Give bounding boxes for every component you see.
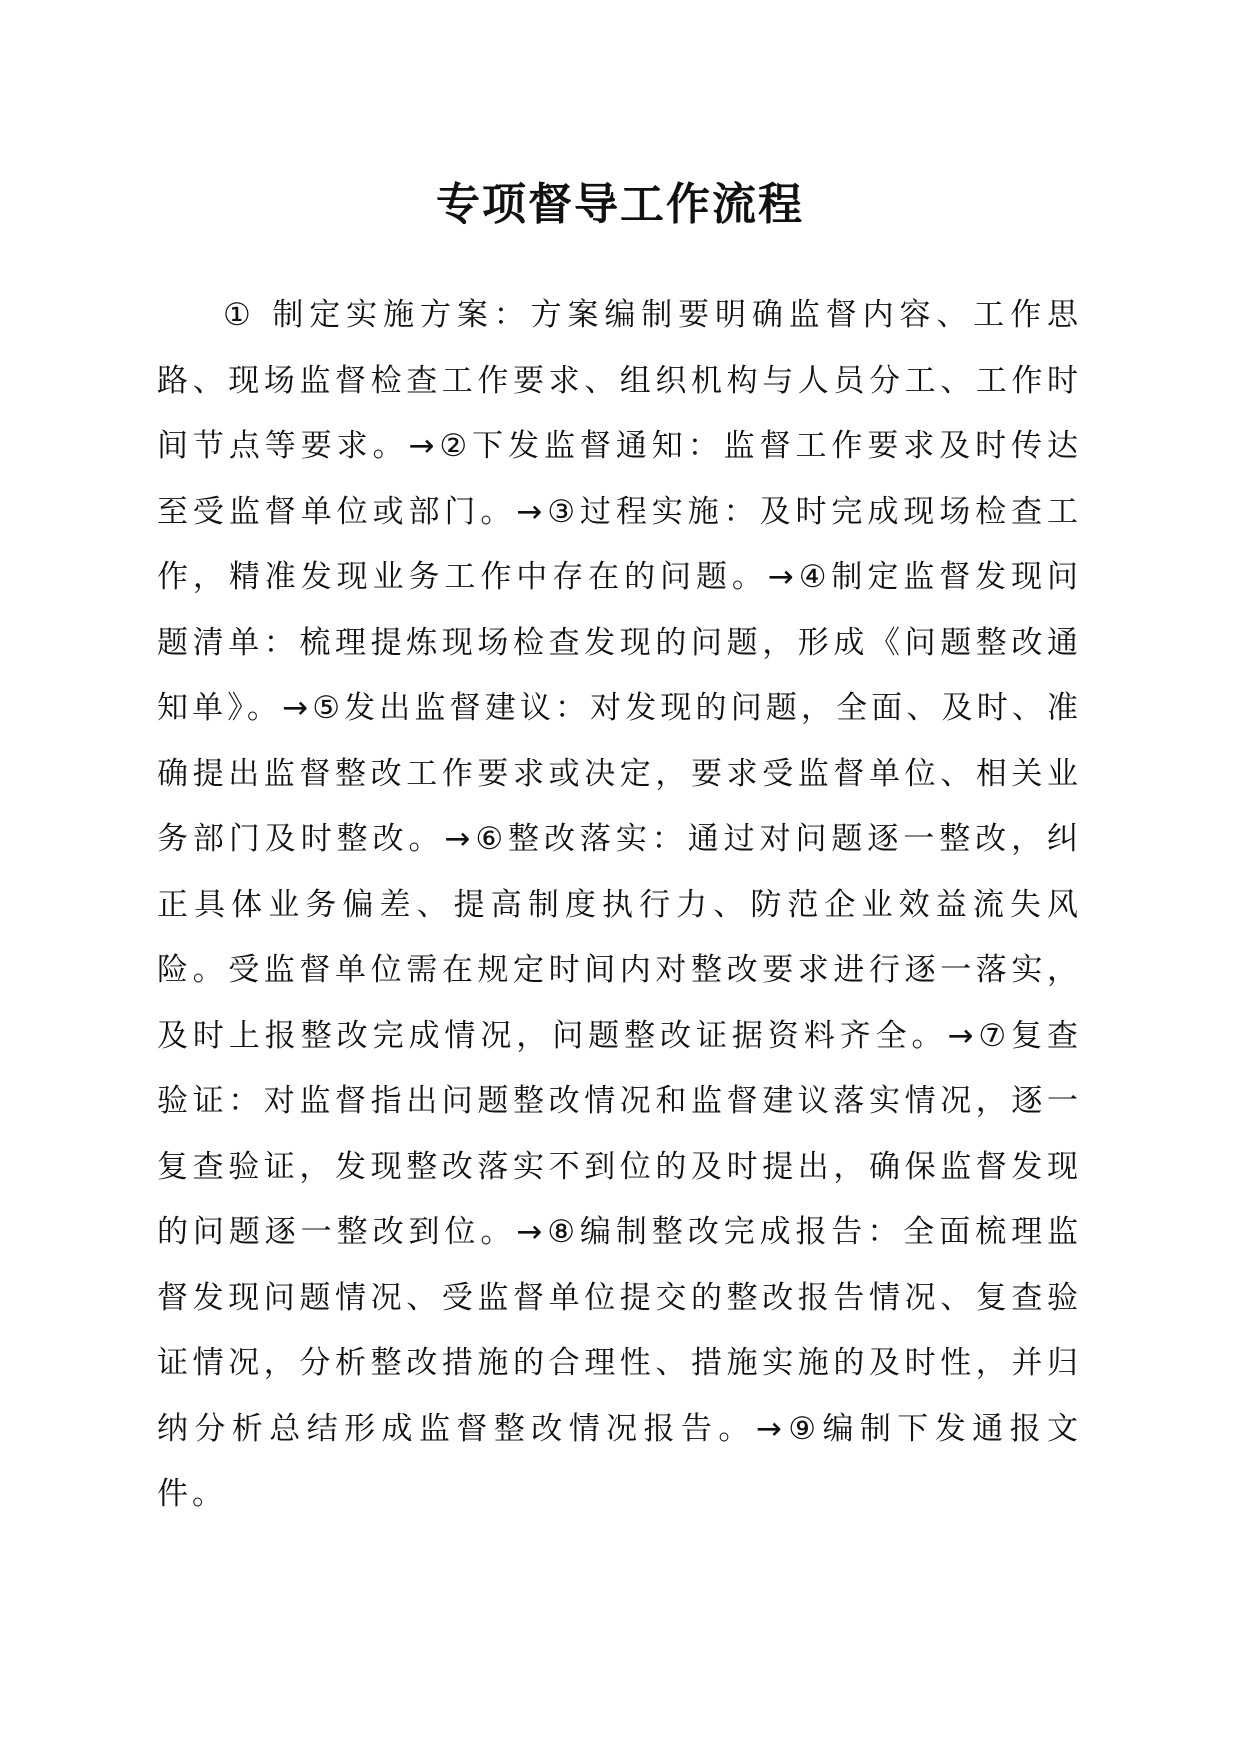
process-paragraph: ① 制定实施方案：方案编制要明确监督内容、工作思路、现场监督检查工作要求、组织机构与人员分工、工作时间节点等要求。→②下发监督通知：监督工作要求及时传达至受监督单位或部门。→③过程实施：及时完成现场检查工作，精准发现业务工作中存在的问题。→④制定监督发现问题清单：梳理提炼现场检查发现的问题，形成《问题整改通知单》。→⑤发出监督建议：对发现的问题，全面、及时、准确提出监督整改工作要求或决定，要求受监督单位、相关业务部门及时整改。→⑥整改落实：通过对问题逐一整改，纠正具体业务偏差、提高制度执行力、防范企业效益流失风险。受监督单位需在规定时间内对整改要求进行逐一落实，及时上报整改完成情况，问题整改证据资料齐全。→⑦复查验证：对监督指出问题整改情况和监督建议落实情况，逐一复查验证，发现整改落实不到位的及时提出，确保监督发现的问题逐一整改到位。→⑧编制整改完成报告：全面梳理监督发现问题情况、受监督单位提交的整改报告情况、复查验证情况，分析整改措施的合理性、措施实施的及时性，并归纳分析总结形成监督整改情况报告。→⑨编制下发通报文件。 [157, 297, 1082, 1512]
document-title: 专项督导工作流程 [436, 179, 804, 230]
